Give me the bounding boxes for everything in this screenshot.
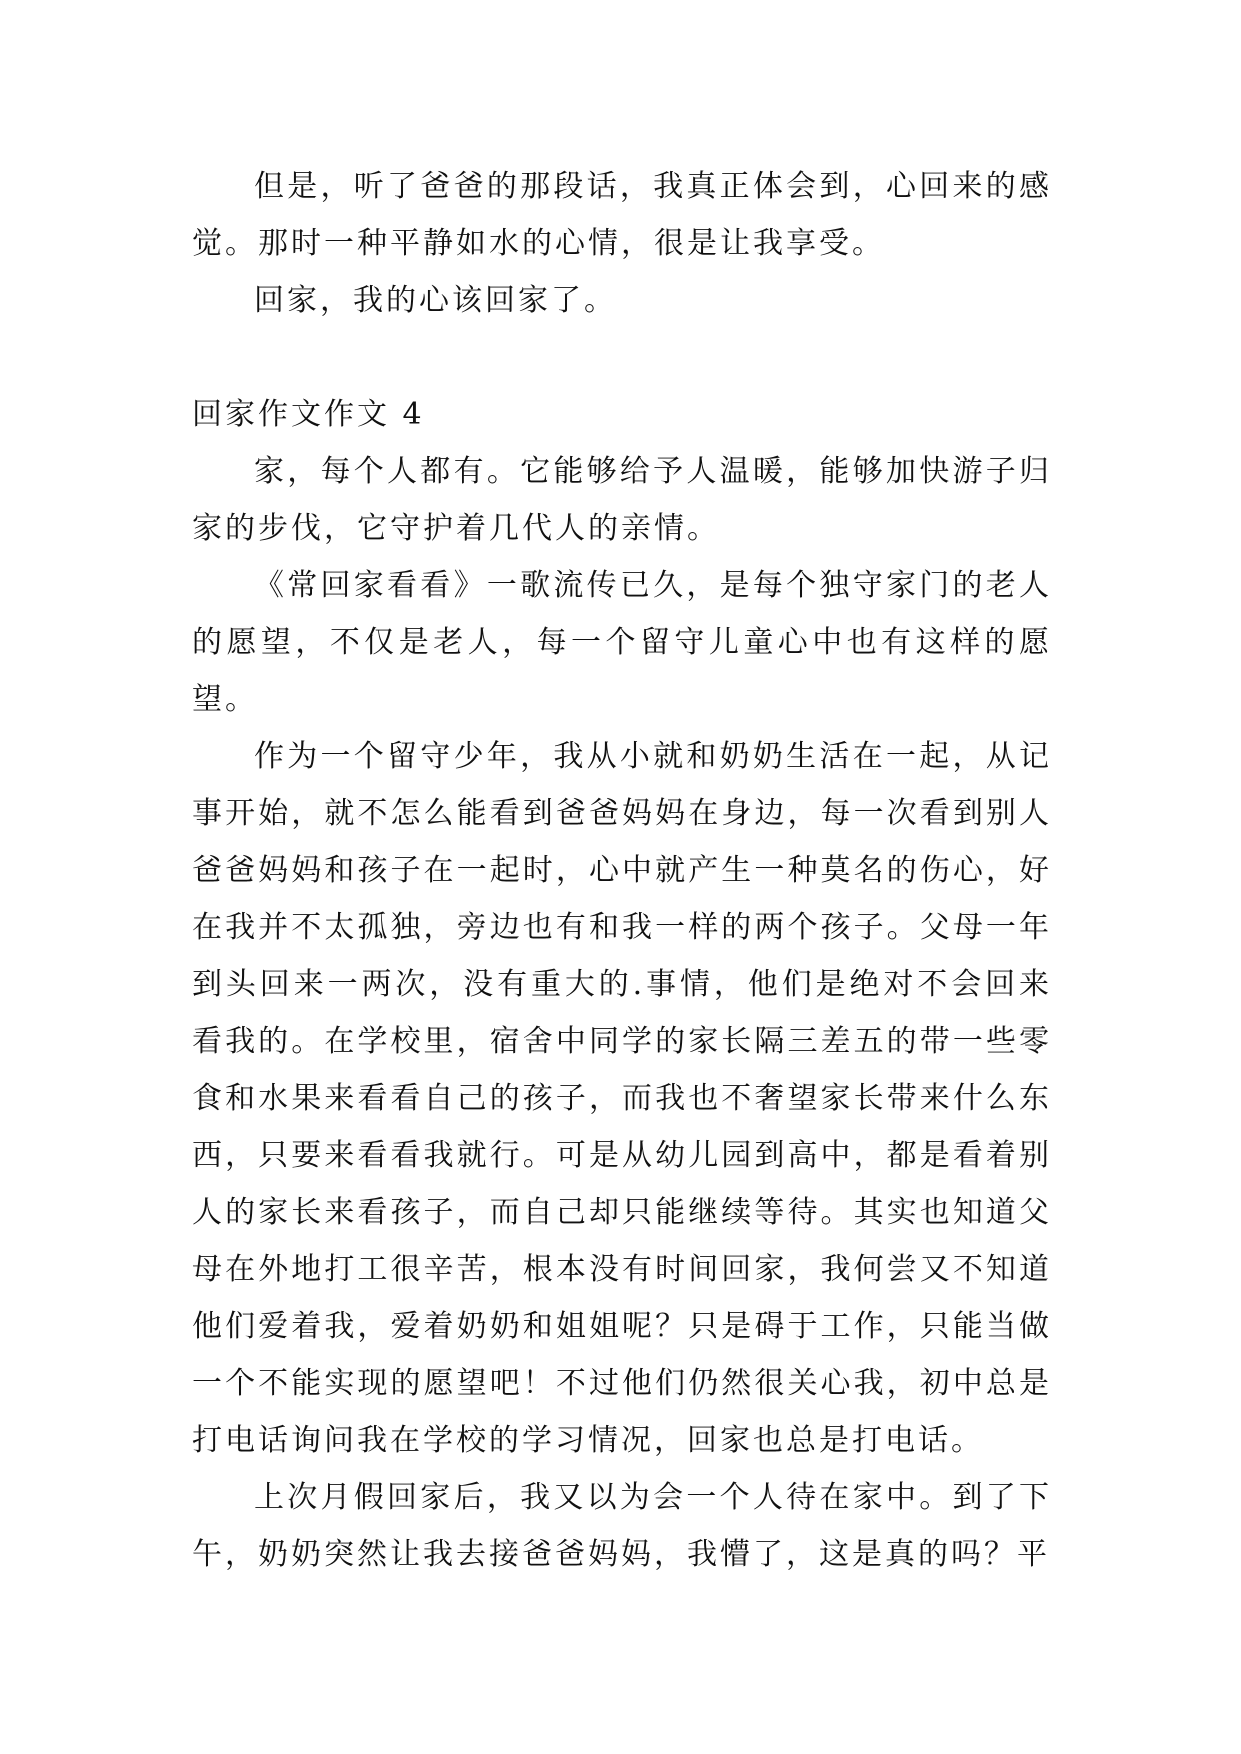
paragraph: 家，每个人都有。它能够给予人温暖，能够加快游子归家的步伐，它守护着几代人的亲情。 — [192, 454, 1052, 546]
paragraph: 《常回家看看》一歌流传已久，是每个独守家门的老人的愿望，不仅是老人，每一个留守儿童心中也有这样的愿望。 — [192, 568, 1052, 717]
section-title: 回家作文作文 4 — [192, 397, 425, 432]
paragraph: 作为一个留守少年，我从小就和奶奶生活在一起，从记事开始，就不怎么能看到爸爸妈妈在身边，每一次看到别人爸爸妈妈和孩子在一起时，心中就产生一种莫名的伤心，好在我并不太孤独，旁边也有和我一样的两个孩子。父母一年到头回来一两次，没有重大的.事情，他们是绝对不会回来看我的。在学校里，宿舍中同学的家长隔三差五的带一些零食和水果来看看自己的孩子，而我也不奢望家长带来什么东西，只要来看看我就行。可是从幼儿园到高中，都是看着别人的家长来看孩子，而自己却只能继续等待。其实也知道父母在外地打工很辛苦，根本没有时间回家，我何尝又不知道他们爱着我，爱着奶奶和姐姐呢？只是碍于工作，只能当做一个不能实现的愿望吧！不过他们仍然很关心我，初中总是打电话询问我在学校的学习情况，回家也总是打电话。 — [192, 739, 1052, 1458]
paragraph: 回家，我的心该回家了。 — [254, 283, 617, 318]
document-body — [192, 158, 1052, 1583]
paragraph: 但是，听了爸爸的那段话，我真正体会到，心回来的感觉。那时一种平静如水的心情，很是让我享受。 — [192, 169, 1052, 261]
paragraph: 上次月假回家后，我又以为会一个人待在家中。到了下午，奶奶突然让我去接爸爸妈妈，我懵了，这是真的吗？平 — [192, 1480, 1052, 1572]
